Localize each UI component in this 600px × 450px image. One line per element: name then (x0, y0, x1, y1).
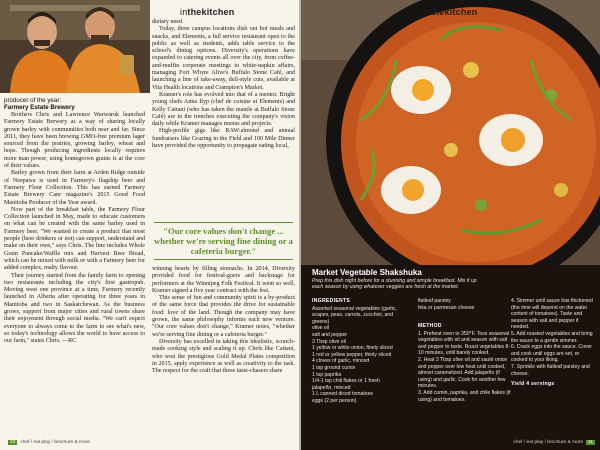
ingredient-item: salt and pepper (312, 331, 348, 338)
ingredient-item: 1 tsp ground cumin (312, 364, 356, 371)
producer-name: Farmery Estate Brewery (4, 104, 75, 112)
method-step: 2. Heat 3 Tbsp olive oil and sauté onion and pepper over low heat until cooked, almost caramelized. Add jalapeño (if using) and garlic. Cook for another few minutes. (418, 356, 508, 390)
recipe-title: Market Vegetable Shakshuka (312, 268, 422, 277)
paragraph: Brothers Chris and Lawrence Warwaruk launched Farmery Estate Brewery as a way of sharing locally grown barley with communities both near and far. Since 2011, they have been brewing GMO-free premium lager sourced from the prairies, growing barley, wheat and hops. Though producing ingredients locally requires more man power, using homegrown grains is at the core of their values. (4, 112, 145, 170)
method-list-2 (511, 298, 595, 389)
kicker-name: thekitchen (430, 7, 478, 17)
ingredient-item: 1 red or yellow pepper, thinly sliced (312, 351, 392, 358)
kicker-name: thekitchen (187, 7, 235, 17)
kicker-prefix: in (180, 7, 188, 17)
ingredients-list (312, 298, 400, 405)
page-number: 11 (588, 440, 593, 445)
recipe-yield: Yield 4 servings (511, 381, 555, 388)
method-list (418, 323, 515, 403)
paragraph: Now part of the breakfast table, the Farmery Flour Collection launched in May, made to educate customers on what can be created with the same barley used in Farmery beer. "We wanted to create a product that most people (beer drinkers or not) can support, understand and make on their own," says Chris. The line includes Whole Grain Pancake/Waffle mix and Harvest Beer Bread, which can be mixed with milk or with a Farmery beer for added complex, malty flavour. (4, 206, 145, 272)
method-step: 5. Add roasted vegetables and bring the sauce to a gentle simmer. (511, 330, 593, 344)
ingredient-item: flatleaf parsley (418, 298, 451, 304)
method-step: 6. Crack eggs into the sauce. Cover and cook until eggs are set, or cooked to your liking. (511, 344, 592, 364)
ingredient-item: olive oil (312, 325, 329, 332)
photo-shakshuka (301, 0, 600, 265)
method-heading: METHOD (418, 323, 442, 329)
folio-text: chef / eat play / brochure & more (20, 440, 90, 445)
producer-heading (4, 97, 146, 112)
method-step: 7. Sprinkle with flatleaf parsley and cheese. (511, 363, 590, 377)
article-column-1 (4, 112, 145, 346)
article-column-2-bottom (152, 266, 295, 375)
method-step: 3. Add cumin, paprika, and chile flakes (if using) and tomatoes. (418, 389, 511, 403)
method-step: 1. Preheat oven to 350°F. Toss seasonal vegetables with oil and season with salt and pepper to taste. Roast vegetables 8-10 minutes, until barely cooked. (418, 330, 511, 357)
folio-right (513, 440, 595, 445)
paragraph: High-profile gigs like RAW:almond and annual fundraisers like Grazing in the Field and 100 Mile Dinner have provided the opportunity to propagate eating local, (152, 128, 295, 150)
ingredient-item: eggs (2 per person) (312, 397, 357, 404)
photo-brewers (0, 0, 150, 93)
ingredients-heading: INGREDIENTS (312, 298, 351, 304)
paragraph: Kramer's role has evolved into that of a mentor. Bright young chefs Anna Ilyp (chef de cuisine at Elements) and Kelly Cattani (who has taken the mantle at Buffalo Stone Café) are in the trenches executing the company's vision daily while Kramer manages menus and projects. (152, 91, 295, 128)
recipe-subtitle: Prep this dish night before for a stunning and simple breakfast. Mix it up each season by using whatever veggies are fresh at the market. (312, 278, 477, 291)
paragraph: This sense of fun and community spirit is a by-product of the same force that provides the drive for sustainable food: love of the land. Though the company may have grown, the same philosophy informs each new venture. "Our core values don't change," Kramer notes, "whether we're serving fine dining or a cafeteria burger." (152, 295, 295, 338)
ingredient-item: feta or parmesan cheese (418, 304, 475, 311)
page-number: 10 (10, 440, 16, 445)
folio-text: chef / eat play / brochure & more (513, 440, 584, 445)
paragraph: Diversity has excelled in taking this idealistic, scratch-made cooking style and scaling it up. Chefs like Cattani, who won the prestigious Gold Medal Plates competition in 2015, apply experience as well as creativity to the task. The respect for the craft that these taste-chasers share (152, 338, 295, 375)
section-kicker-right (423, 7, 477, 17)
ingredients-list-2 (418, 298, 503, 311)
article-column-2-top (152, 19, 295, 150)
folio-left (8, 440, 90, 445)
ingredient-item: 1 yellow or white onion, finely sliced (312, 345, 393, 352)
left-page (0, 0, 299, 450)
ingredient-item: 3 Tbsp olive oil (312, 338, 346, 345)
right-page (301, 0, 600, 450)
kicker-prefix: in (423, 7, 431, 17)
ingredient-item: 1 tsp paprika (312, 371, 342, 378)
section-kicker-left (180, 7, 234, 17)
ingredient-item: 1 L canned diced tomatoes (312, 391, 373, 398)
paragraph: Their journey started from the family farm to opening two restaurants including the city's first gastropub. Moving west one province at a time, Farmery recently launched in Alberta after operating for three years in Manitoba and two in Saskatchewan. As the business grows, support from major cities and rural towns share their enjoyment through social media. "We can't expect everyone to always come to the farm to see what's new, so today's technology allows the world to have access to our farm," states Chris. —RC (4, 272, 145, 345)
producer-label: producer of the year: (4, 97, 62, 104)
paragraph: Barley grown from their farm at Arden Ridge outside of Neepawa is used in Farmery's flagship beer and Farmery Flour Collection. This has earned Farmery Estate Brewery Canr magazine's 2015 Good Food Manitoba Producer of the Year award. (4, 170, 145, 206)
method-step: 4. Simmer until sauce has thickened (the time will depend on the water content of tomatoes). Taste and season with salt and pepper if needed. (511, 298, 593, 331)
paragraph: dietary need. (152, 19, 184, 25)
ingredient-item: Assorted seasonal vegetables (garlic, scapes, peas, carrots, zucchini, and greens) (312, 305, 397, 325)
ingredient-item: 4 cloves of garlic, minced (312, 358, 370, 365)
paragraph: winning hearts by filling stomachs. In 2014, Diversity provided food for festival-goers and backstage for performers at the Winnipeg Folk Festival. It went so well, Kramer signed a five year contract with the fest. (152, 266, 295, 294)
paragraph: Today, three campus locations dish out hot meals and snacks, and Elements, a full service restaurant open to the public as well as students, adds table service to the school's dining options. Diversity's operations have expanded to catering events all over the city, from coffee-and-muffin corporate meetings to white-napkin affairs, managing Fort Whyte Alive's Buffalo Stone Café, and launching a line of take-away, deli-style cuts, available at Vita Health locations and Crampton's Market. (152, 26, 295, 91)
pull-quote: "Our core values don't change ... whether we're serving fine dining or a cafeteria burger." (154, 222, 293, 260)
ingredient-item: 1/4-1 tsp chili flakes or 1 fresh jalapeño, minced (312, 378, 380, 391)
